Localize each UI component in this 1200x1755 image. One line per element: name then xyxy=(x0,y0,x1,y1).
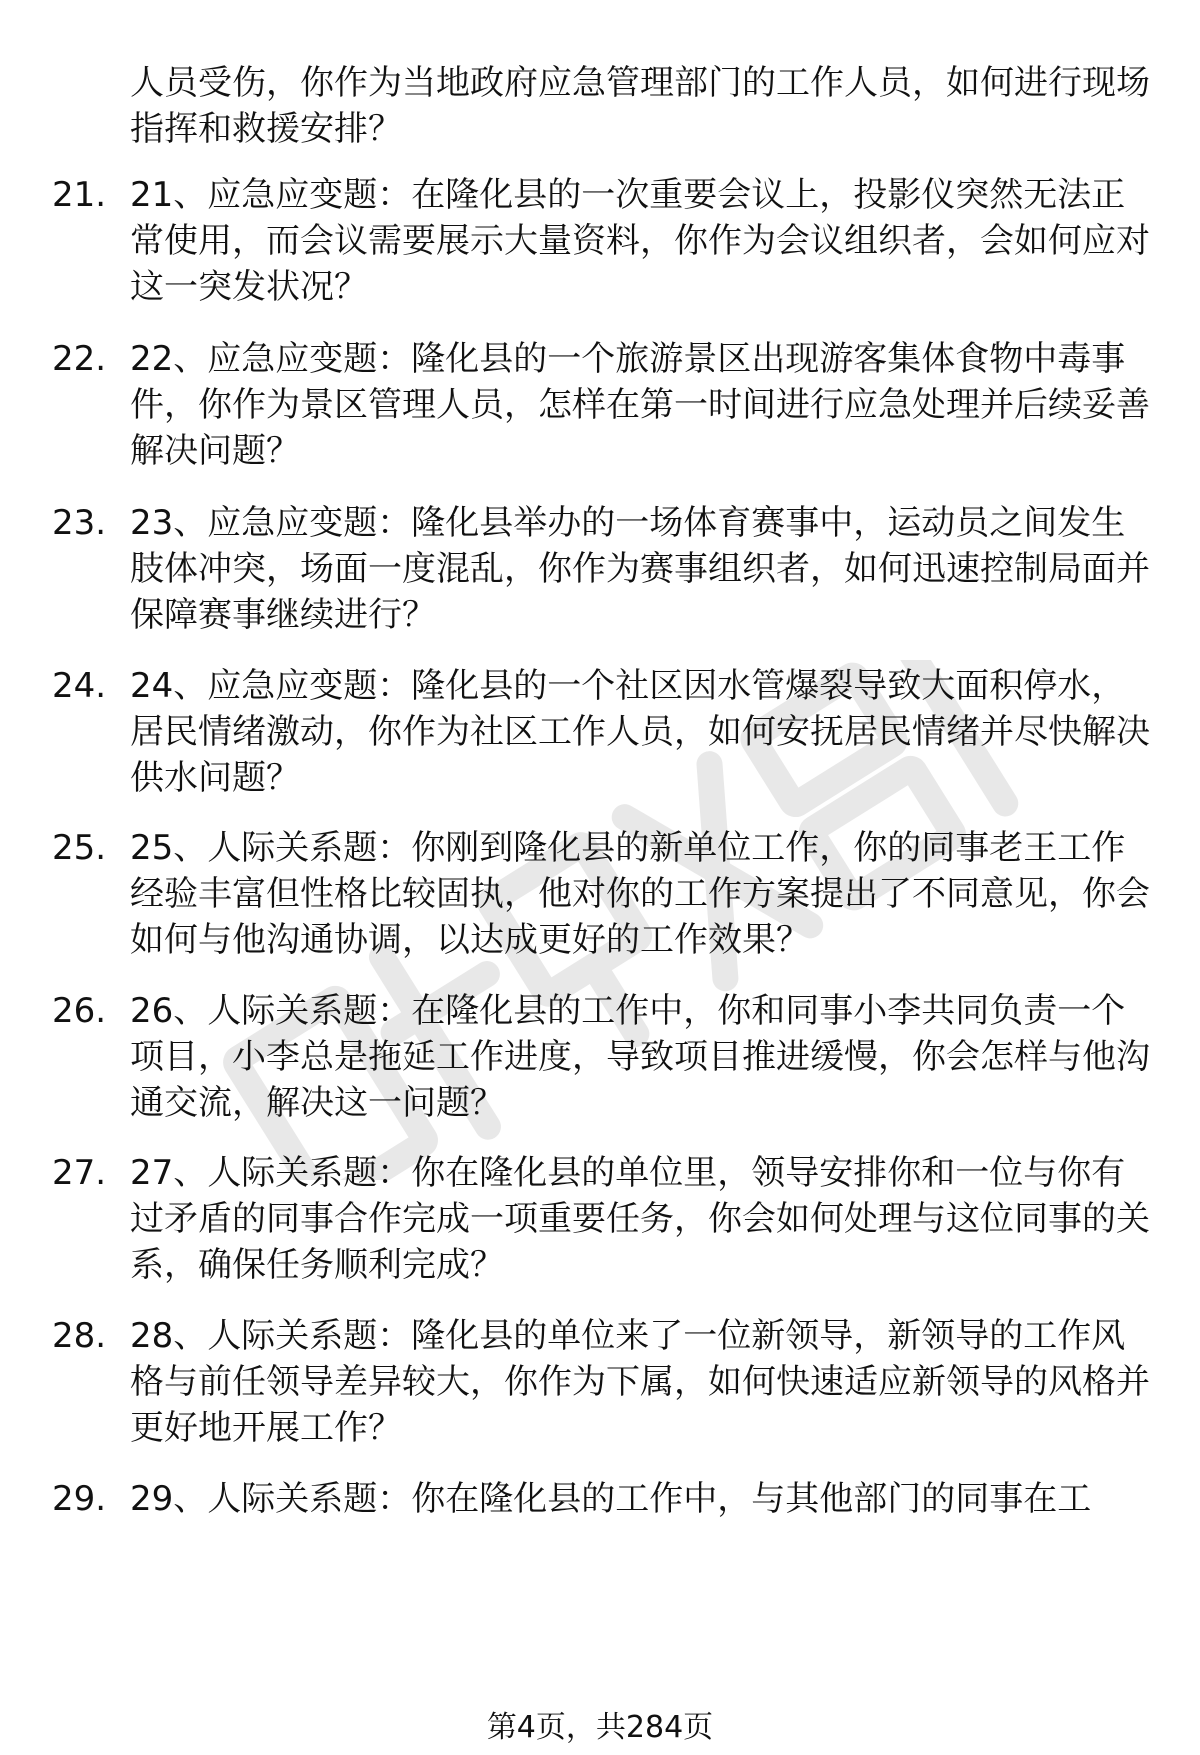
item-number: 27. xyxy=(52,1153,107,1193)
item-text: 26、人际关系题：在隆化县的工作中，你和同事小李共同负责一个项目，小李总是拖延工作进度，导致项目推进缓慢，你会怎样与他沟通交流，解决这一问题？ xyxy=(130,991,1150,1123)
item-number: 23. xyxy=(52,503,107,543)
item-number: 25. xyxy=(52,828,107,868)
item-number: 24. xyxy=(52,666,107,706)
item-text: 21、应急应变题：在隆化县的一次重要会议上，投影仪突然无法正常使用，而会议需要展示大量资料，你作为会议组织者，会如何应对这一突发状况？ xyxy=(130,175,1150,307)
item-text: 29、人际关系题：你在隆化县的工作中，与其他部门的同事在工 xyxy=(130,1479,1092,1519)
item-text: 22、应急应变题：隆化县的一个旅游景区出现游客集体食物中毒事件，你作为景区管理人员，怎样在第一时间进行应急处理并后续妥善解决问题？ xyxy=(130,339,1150,471)
item-number: 29. xyxy=(52,1479,107,1519)
item-number: 21. xyxy=(52,175,107,215)
item-number: 22. xyxy=(52,339,107,379)
item-text: 28、人际关系题：隆化县的单位来了一位新领导，新领导的工作风格与前任领导差异较大，你作为下属，如何快速适应新领导的风格并更好地开展工作？ xyxy=(130,1316,1150,1448)
item-text: 23、应急应变题：隆化县举办的一场体育赛事中，运动员之间发生肢体冲突，场面一度混乱，你作为赛事组织者，如何迅速控制局面并保障赛事继续进行？ xyxy=(130,503,1150,635)
item-number: 28. xyxy=(52,1316,107,1356)
page-footer: 第4页，共284页 xyxy=(486,1710,714,1745)
item-text: 24、应急应变题：隆化县的一个社区因水管爆裂导致大面积停水，居民情绪激动，你作为社区工作人员，如何安抚居民情绪并尽快解决供水问题？ xyxy=(130,666,1150,798)
item-number: 26. xyxy=(52,991,107,1031)
continuation-paragraph: 人员受伤，你作为当地政府应急管理部门的工作人员，如何进行现场指挥和救援安排？ xyxy=(130,63,1150,149)
item-text: 27、人际关系题：你在隆化县的单位里，领导安排你和一位与你有过矛盾的同事合作完成一项重要任务，你会如何处理与这位同事的关系，确保任务顺利完成？ xyxy=(130,1153,1150,1285)
item-text: 25、人际关系题：你刚到隆化县的新单位工作，你的同事老王工作经验丰富但性格比较固执，他对你的工作方案提出了不同意见，你会如何与他沟通协调，以达成更好的工作效果？ xyxy=(130,828,1150,960)
